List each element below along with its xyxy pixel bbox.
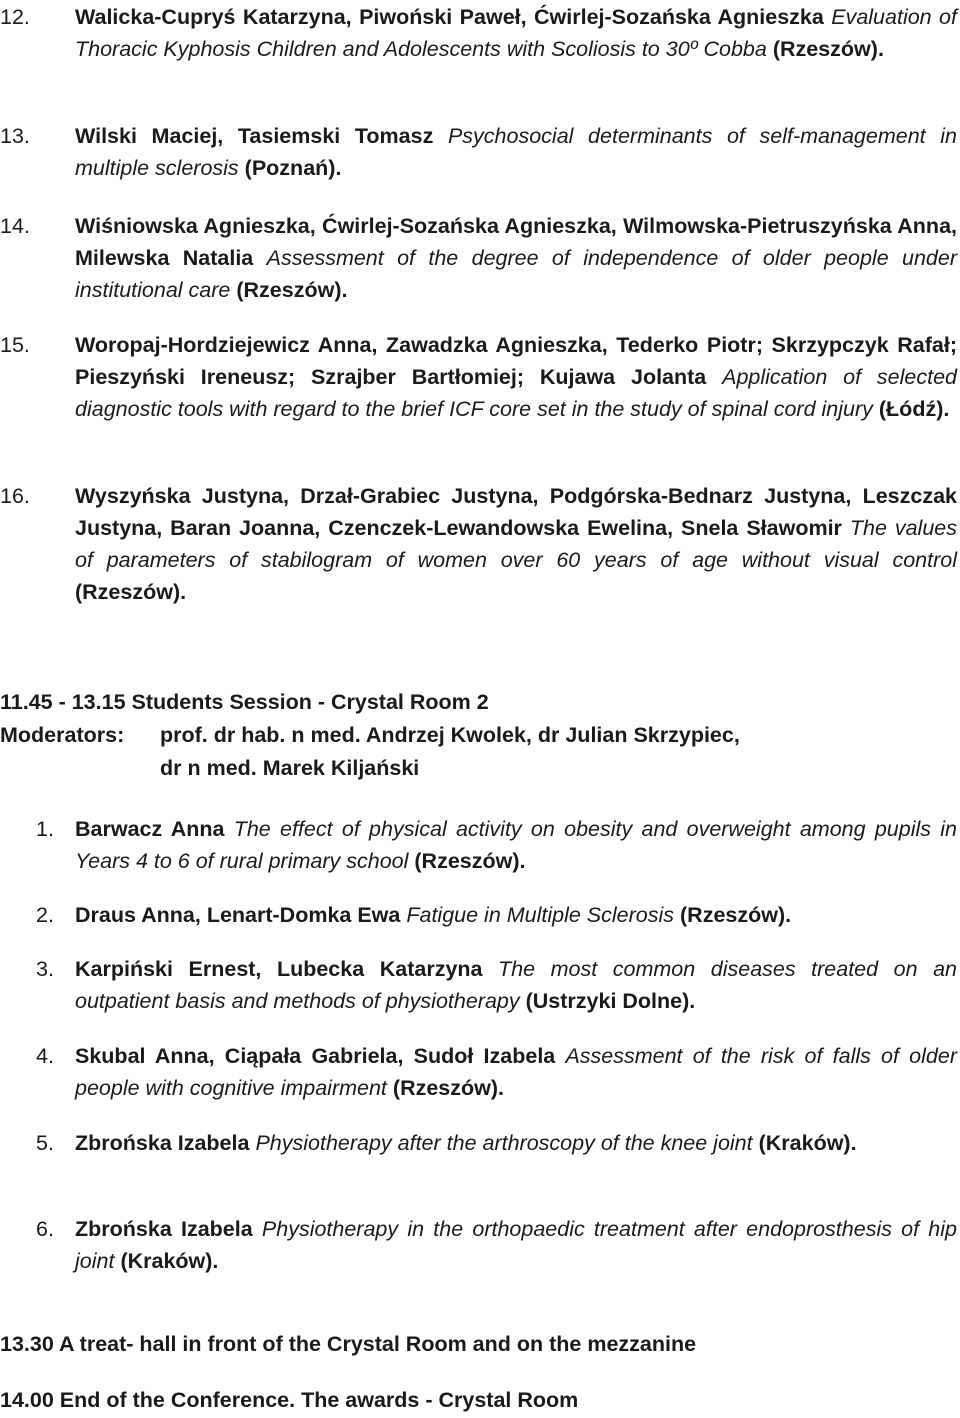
program-entry-16 (0, 480, 957, 608)
entry-title: Assessment of the degree of independence of older people under institutional care (75, 246, 957, 302)
entry-authors: Skubal Anna, Ciąpała Gabriela, Sudoł Izabela (75, 1044, 556, 1068)
entry-authors: Walicka-Cupryś Katarzyna, Piwoński Paweł, Ćwirlej-Sozańska Agnieszka (75, 5, 824, 29)
student-entry-2 (0, 899, 957, 931)
entry-city: (Rzeszów). (414, 849, 526, 873)
entry-body (75, 1, 957, 65)
entry-title: Fatigue in Multiple Sclerosis (406, 903, 675, 927)
student-entry-4 (0, 1040, 957, 1104)
entry-city: (Poznań). (244, 156, 342, 180)
entry-number: 12. (0, 5, 30, 29)
entry-city: (Łódź). (878, 397, 950, 421)
entry-body (75, 1213, 957, 1277)
entry-body (75, 1127, 957, 1159)
entry-city: (Kraków). (120, 1249, 219, 1273)
entry-number: 15. (0, 333, 30, 357)
entry-title: The most common diseases treated on an outpatient basis and methods of physiotherapy (75, 957, 957, 1013)
entry-body (75, 120, 957, 184)
entry-number: 14. (0, 214, 30, 238)
entry-number: 4. (36, 1044, 54, 1068)
entry-city: (Rzeszów). (392, 1076, 504, 1100)
entry-number: 2. (36, 903, 54, 927)
entry-authors: Karpiński Ernest, Lubecka Katarzyna (75, 957, 483, 981)
closing-end: 14.00 End of the Conference. The awards - Crystal Room (0, 1388, 579, 1412)
entry-authors: Zbrońska Izabela (75, 1131, 250, 1155)
student-entry-6 (0, 1213, 957, 1277)
entry-number: 1. (36, 817, 54, 841)
entry-authors: Barwacz Anna (75, 817, 225, 841)
entry-body (75, 210, 957, 306)
program-entry-12 (0, 1, 957, 65)
entry-city: (Rzeszów). (236, 278, 348, 302)
moderators-label: Moderators: (0, 723, 125, 747)
entry-title: Physiotherapy in the orthopaedic treatment after endoprosthesis of hip joint (75, 1217, 957, 1273)
entry-title: Application of selected diagnostic tools with regard to the brief ICF core set in the study of spinal cord injury (75, 365, 958, 421)
entry-authors: Wyszyńska Justyna, Drzał-Grabiec Justyna, Podgórska-Bednarz Justyna, Leszczak Justyna, Baran Joanna, Czenczek-Lewandowska Ewelina, Snela Sławomir (75, 484, 957, 540)
entry-city: (Rzeszów). (772, 37, 884, 61)
entry-title: Physiotherapy after the arthroscopy of the knee joint (255, 1131, 753, 1155)
entry-number: 6. (36, 1217, 54, 1241)
moderators-line-1: prof. dr hab. n med. Andrzej Kwolek, dr Julian Skrzypiec, (160, 723, 740, 747)
entry-city: (Rzeszów). (75, 580, 187, 604)
entry-authors: Wilski Maciej, Tasiemski Tomasz (75, 124, 434, 148)
entry-title: The effect of physical activity on obesity and overweight among pupils in Years 4 to 6 of rural primary school (75, 817, 957, 873)
program-entry-14 (0, 210, 957, 306)
entry-title: Assessment of the risk of falls of older people with cognitive impairment (75, 1044, 957, 1100)
entry-number: 5. (36, 1131, 54, 1155)
entry-city: (Rzeszów). (680, 903, 792, 927)
entry-city: (Ustrzyki Dolne). (525, 989, 696, 1013)
entry-body (75, 899, 957, 931)
entry-body (75, 1040, 957, 1104)
entry-title: Psychosocial determinants of self-management in multiple sclerosis (75, 124, 957, 180)
entry-title: Evaluation of Thoracic Kyphosis Children and Adolescents with Scoliosis to 30º Cobba (75, 5, 957, 61)
entry-number: 3. (36, 957, 54, 981)
session-heading: 11.45 - 13.15 Students Session - Crystal Room 2 (0, 690, 489, 714)
program-entry-15 (0, 329, 957, 425)
entry-title: The values of parameters of stabilogram of women over 60 years of age without visual control (75, 516, 957, 572)
student-entry-5 (0, 1127, 957, 1159)
entry-number: 13. (0, 124, 30, 148)
moderators-line-2: dr n med. Marek Kiljański (160, 756, 420, 780)
entry-body (75, 329, 957, 425)
entry-city: (Kraków). (758, 1131, 857, 1155)
program-entry-13 (0, 120, 957, 184)
closing-treat: 13.30 A treat- hall in front of the Crystal Room and on the mezzanine (0, 1332, 697, 1356)
entry-authors: Wiśniowska Agnieszka, Ćwirlej-Sozańska Agnieszka, Wilmowska-Pietruszyńska Anna, Milewska Natalia (75, 214, 957, 270)
entry-body (75, 953, 957, 1017)
entry-authors: Zbrońska Izabela (75, 1217, 253, 1241)
student-entry-3 (0, 953, 957, 1017)
entry-authors: Draus Anna, Lenart-Domka Ewa (75, 903, 401, 927)
entry-body (75, 813, 957, 877)
entry-authors: Woropaj-Hordziejewicz Anna, Zawadzka Agnieszka, Tederko Piotr; Skrzypczyk Rafał; Pieszyński Ireneusz; Szrajber Bartłomiej; Kujawa Jolanta (75, 333, 957, 389)
entry-number: 16. (0, 484, 30, 508)
student-entry-1 (0, 813, 957, 877)
entry-body (75, 480, 957, 608)
